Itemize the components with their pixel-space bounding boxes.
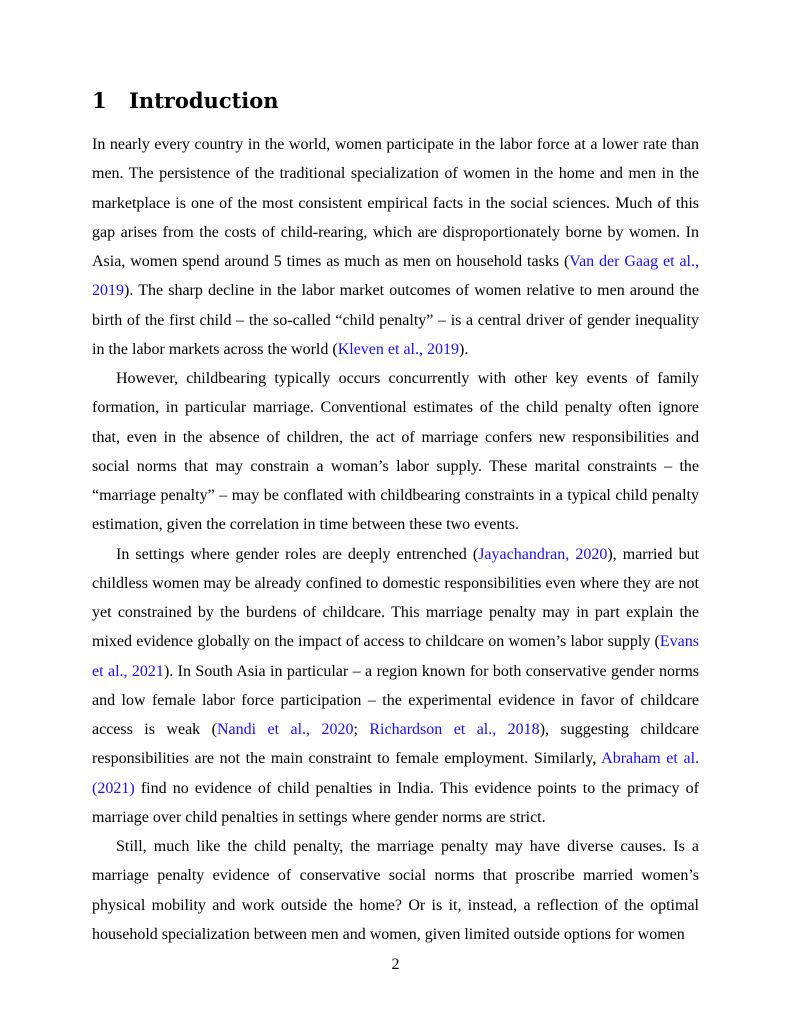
paragraph-text: Still, much like the child penalty, the marriage penalty may have diverse causes. Is a marriage penalty evidence of conservative social norms that proscribe married women’s physical mobility and work outside the home? Or is it, instead, a reflection of the optimal household specialization between men and women, given limited outside options for women [92, 838, 699, 943]
paragraph [92, 832, 699, 949]
citation-link[interactable]: Nandi et al., 2020 [216, 721, 354, 738]
paragraph-text: ). The sharp decline in the labor market outcomes of women relative to men around the birth of the first child – the so-called “child penalty” – is a central driver of gender inequality in the labor markets across the world ( [92, 282, 699, 358]
paragraph-text: However, childbearing typically occurs concurrently with other key events of family formation, in particular marriage. Conventional estimates of the child penalty often ignore that, even in the absence of children, the act of marriage confers new responsibilities and social norms that may constrain a woman’s labor supply. These marital constraints – the “marriage penalty” – may be conflated with childbearing constraints in a typical child penalty estimation, given the correlation in time between these two events. [92, 370, 699, 534]
citation-link[interactable]: Jayachandran, 2020 [478, 545, 608, 563]
section-title: Introduction [129, 88, 279, 113]
section-number: 1 [92, 88, 107, 113]
paragraph-text: ). [459, 340, 469, 358]
citation-link[interactable]: Abraham et al. (2021) [92, 750, 700, 797]
citation-link[interactable]: Richardson et al., 2018 [369, 721, 540, 738]
page-number: 2 [391, 956, 400, 973]
citation-link[interactable]: Evans et al., 2021 [92, 633, 699, 680]
citation-link[interactable]: Kleven et al., 2019 [337, 340, 459, 358]
paragraph-text: ), suggesting childcare responsibilities are not the main constraint to female employment. Similarly, [92, 721, 699, 768]
paragraph-text: find no evidence of child penalties in India. This evidence points to the primacy of marriage over child penalties in settings where gender norms are strict. [92, 779, 699, 826]
paragraph [92, 364, 699, 540]
paragraph-text: ), married but childless women may be already confined to domestic responsibilities even where they are not yet constrained by the burdens of childcare. This marriage penalty may in part explain the mixed evidence globally on the impact of access to childcare on women’s labor supply ( [92, 545, 700, 651]
paragraph-text: ; [353, 721, 370, 738]
section-heading [92, 86, 279, 116]
paragraph-text: In nearly every country in the world, women participate in the labor force at a lower rate than men. The persistence of the traditional specialization of women in the home and men in the marketplace is one of the most consistent empirical facts in the social sciences. Much of this gap arises from the costs of child-rearing, which are disproportionately borne by women. In Asia, women spend around 5 times as much as men on household tasks ( [92, 136, 699, 270]
paragraph [92, 540, 699, 833]
citation-link[interactable]: Van der Gaag et al., 2019 [92, 253, 700, 300]
paragraph-text: In settings where gender roles are deeply entrenched ( [116, 545, 479, 563]
paragraph-text: ). In South Asia in particular – a region known for both conservative gender norms and low female labor force participation – the experimental evidence in favor of childcare access is weak ( [92, 662, 700, 738]
paragraph [92, 130, 699, 364]
body-text [92, 130, 699, 949]
